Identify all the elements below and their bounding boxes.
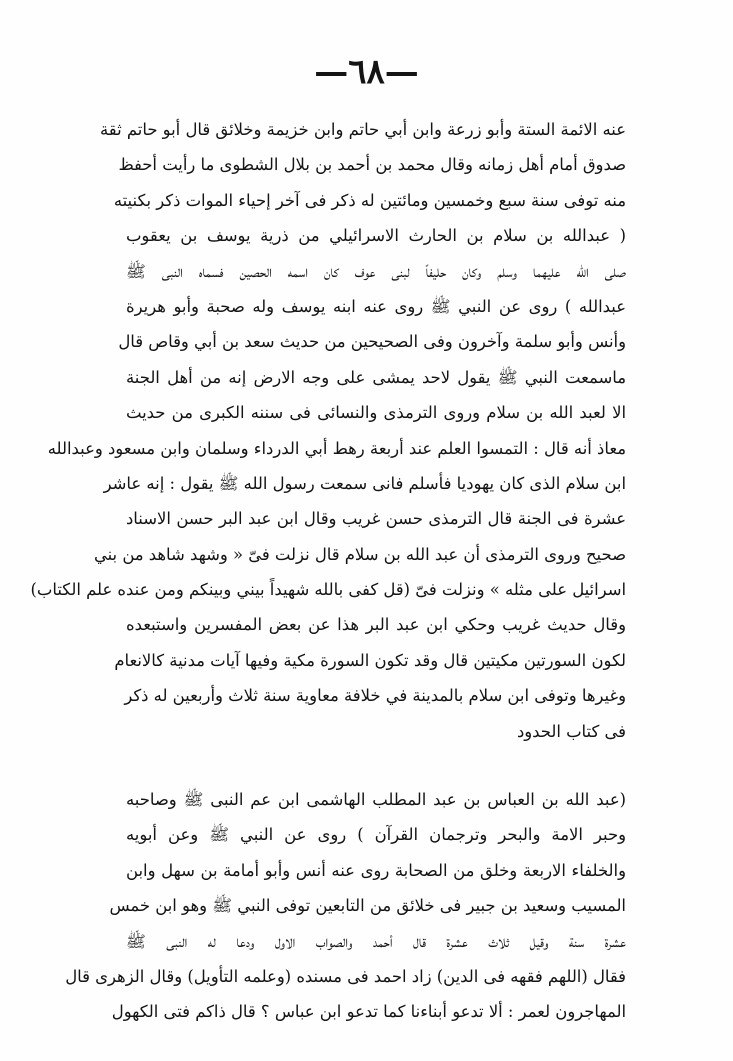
text-line: وأنس وأبو سلمة وآخرون وفى الصحيحين من حديث سعد بن أبي وقاص قال (118, 332, 626, 352)
text-line: منه توفى سنة سبع وخمسين ومائتين له ذكر فى آخر إحياء الموات ذكر بكنيته (113, 190, 626, 210)
text-line: اسرائيل على مثله » ونزلت فىّ (قل كفى بالله شهيداً بيني وبينكم ومن عنده علم الكتاب) (30, 580, 626, 600)
text-line: ماسمعت النبي ﷺ يقول لاحد يمشى على وجه الارض إنه من أهل الجنة (126, 367, 626, 387)
text-line: معاذ أنه قال : التمسوا العلم عند أربعة رهط أبي الدرداء وسلمان وابن مسعود وعبدالله (47, 438, 626, 458)
text-line: المسيب وسعيد بن جبير فى خلائق من التابعين توفى النبي ﷺ وهو ابن خمس (109, 896, 626, 916)
text-line: وحبر الامة والبحر وترجمان القرآن ) روى عن النبي ﷺ وعن أبويه (126, 825, 626, 845)
text-line: وغيرها وتوفى ابن سلام بالمدينة في خلافة معاوية سنة ثلاث وأربعين له ذكر (124, 686, 626, 706)
text-line: صلى الله عليهما وسلم وكان حليفاً لبنى عوف كان اسمه الحصين فسماه النبى ﷺ (126, 261, 626, 281)
text-line: الا لعبد الله بن سلام وروى الترمذى والنسائى فى سننه الكبرى من حديث (126, 403, 626, 423)
text-line: (عبد الله بن العباس بن عبد المطلب الهاشمى ابن عم النبى ﷺ وصاحبه (126, 790, 626, 809)
text-line: فى كتاب الحدود (516, 721, 626, 741)
text-line: وقال حديث غريب وحكي ابن عبد البر هذا عن بعض المفسرين واستبعده (126, 615, 626, 635)
paragraph-abdullah-ibn-salam (30, 112, 626, 749)
text-line: عنه الائمة الستة وأبو زرعة وابن أبي حاتم وابن خزيمة وخلائق قال أبو حاتم ثقة (100, 120, 626, 139)
text-line: صدوق أمام أهل زمانه وقال محمد بن أحمد بن بلال الشطوى ما رأيت أحفظ (118, 155, 626, 175)
text-line: والخلفاء الاربعة وخلق من الصحابة روى عنه أنس وأبو أمامة بن سهل وابن (126, 860, 626, 880)
page-number: —٦٨— (314, 52, 419, 92)
text-line: عشرة سنة وقيل ثلاث عشرة قال أحمد والصواب الاول ودعا له النبى ﷺ (126, 931, 626, 951)
text-line: ( عبدالله بن سلام بن الحارث الاسرائيلي من ذرية يوسف بن يعقوب (126, 226, 626, 246)
text-line: ابن سلام الذى كان يهوديا فأسلم فانى سمعت رسول الله ﷺ يقول : إنه عاشر (103, 473, 626, 493)
paragraph-abdullah-ibn-abbas (65, 782, 626, 1030)
text-line: فقال (اللهم فقهه فى الدين) زاد احمد فى مسنده (وعلمه التأويل) وقال الزهرى قال (65, 966, 626, 986)
text-line: المهاجرون لعمر : ألا تدعو أبناءنا كما تدعو ابن عباس ؟ قال ذاكم فتى الكهول (111, 1002, 626, 1022)
text-line: صحيح وروى الترمذى أن عبد الله بن سلام قال نزلت فىّ « وشهد شاهد من بني (93, 544, 626, 564)
text-line: عبدالله ) روى عن النبي ﷺ روى عنه ابنه يوسف وله صحبة وأبو هريرة (126, 296, 626, 316)
text-line: عشرة فى الجنة قال الترمذى حسن غريب وقال ابن عبد البر حسن الاسناد (126, 509, 626, 529)
text-line: لكون السورتين مكيتين قال وقد تكون السورة مكية وفيها آيات مدنية كالانعام (114, 650, 626, 670)
